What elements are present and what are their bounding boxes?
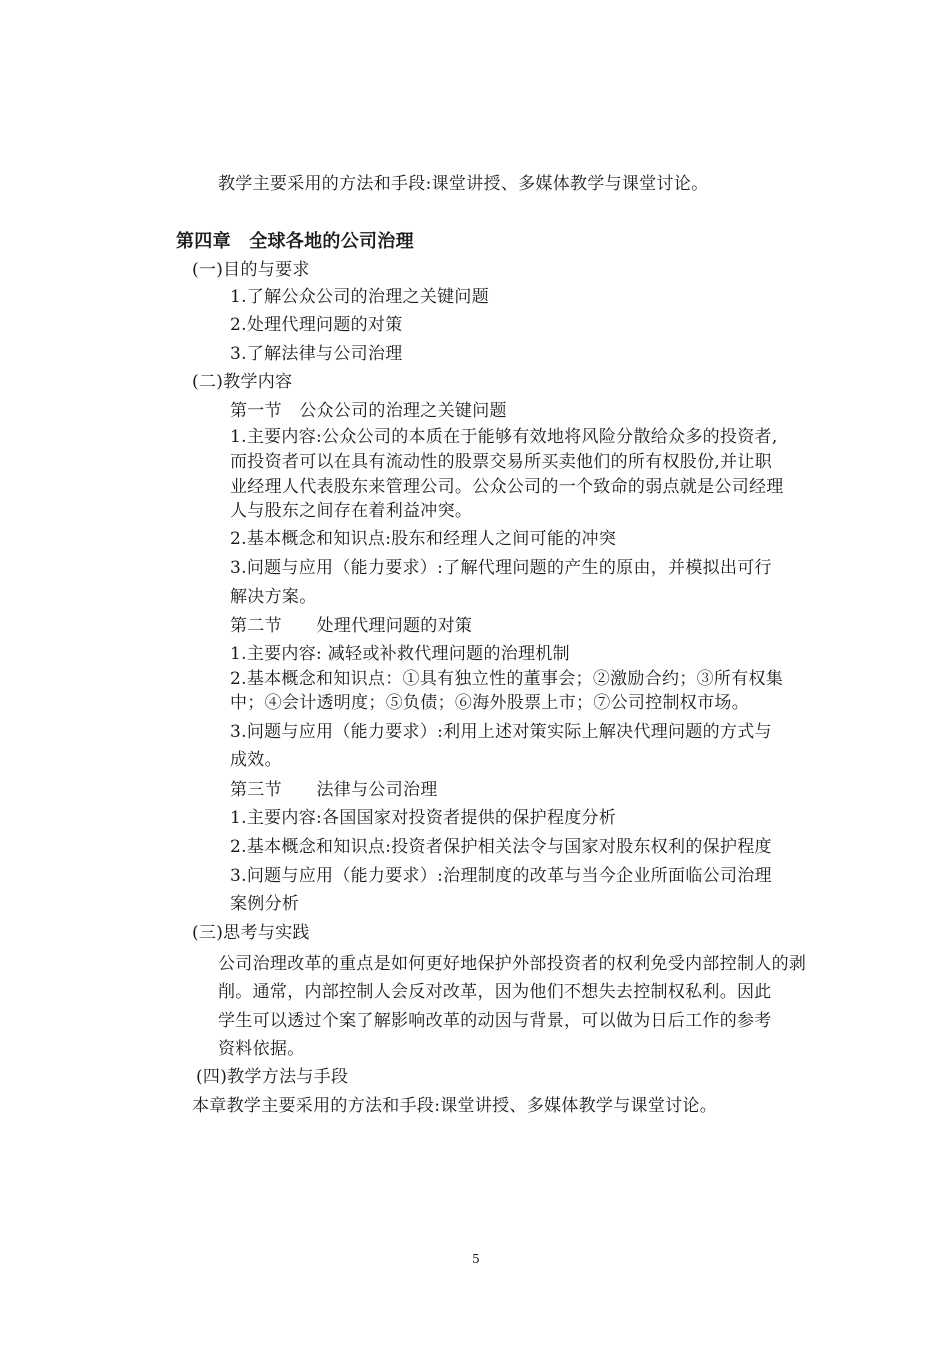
section-title-content: (二)教学内容	[192, 372, 293, 392]
practice-line: 资料依据。	[218, 1039, 305, 1059]
part3-concepts: 2.基本概念和知识点:投资者保护相关法令与国家对股东权利的保护程度	[230, 837, 772, 857]
part3-apply-line: 3.问题与应用（能力要求）:治理制度的改革与当今企业所面临公司治理	[230, 866, 772, 886]
part1-main-line: 而投资者可以在具有流动性的股票交易所买卖他们的所有权股份,并让职	[230, 452, 773, 472]
part2-apply-line: 3.问题与应用（能力要求）:利用上述对策实际上解决代理问题的方式与	[230, 722, 772, 742]
objective-item: 2.处理代理问题的对策	[230, 315, 403, 335]
part2-concepts-line: 中；④会计透明度；⑤负债；⑥海外股票上市；⑦公司控制权市场。	[230, 693, 749, 713]
part2-title: 第二节 处理代理问题的对策	[230, 616, 473, 636]
chapter-title: 第四章 全球各地的公司治理	[176, 231, 414, 252]
practice-line: 学生可以透过个案了解影响改革的动因与背景，可以做为日后工作的参考	[218, 1011, 772, 1031]
part1-main-line: 1.主要内容:公众公司的本质在于能够有效地将风险分散给众多的投资者,	[230, 427, 778, 447]
section-title-methods: (四)教学方法与手段	[196, 1067, 349, 1087]
part3-apply-line: 案例分析	[230, 894, 300, 914]
methods-paragraph: 本章教学主要采用的方法和手段:课堂讲授、多媒体教学与课堂讨论。	[192, 1096, 718, 1116]
part1-concepts: 2.基本概念和知识点:股东和经理人之间可能的冲突	[230, 529, 617, 549]
part1-apply-line: 3.问题与应用（能力要求）:了解代理问题的产生的原由，并模拟出可行	[230, 558, 772, 578]
objective-item: 1.了解公众公司的治理之关键问题	[230, 287, 490, 307]
part2-main: 1.主要内容: 减轻或补救代理问题的治理机制	[230, 644, 570, 664]
part1-title: 第一节 公众公司的治理之关键问题	[230, 401, 507, 421]
practice-line: 削。通常，内部控制人会反对改革，因为他们不想失去控制权私利。因此	[218, 982, 772, 1002]
section-title-practice: (三)思考与实践	[192, 923, 310, 943]
part3-main: 1.主要内容:各国国家对投资者提供的保护程度分析	[230, 808, 617, 828]
practice-line: 公司治理改革的重点是如何更好地保护外部投资者的权利免受内部控制人的剥	[218, 954, 807, 974]
part2-concepts-line: 2.基本概念和知识点：①具有独立性的董事会；②激励合约；③所有权集	[230, 669, 784, 689]
part3-title: 第三节 法律与公司治理	[230, 780, 438, 800]
objective-item: 3.了解法律与公司治理	[230, 344, 403, 364]
part1-apply-line: 解决方案。	[230, 587, 317, 607]
part1-main-line: 人与股东之间存在着利益冲突。	[230, 501, 473, 521]
intro-paragraph: 教学主要采用的方法和手段:课堂讲授、多媒体教学与课堂讨论。	[218, 174, 709, 194]
part2-apply-line: 成效。	[230, 750, 282, 770]
part1-main-line: 业经理人代表股东来管理公司。公众公司的一个致命的弱点就是公司经理	[230, 477, 784, 497]
section-title-objectives: (一)目的与要求	[192, 260, 310, 280]
page-number: 5	[472, 1252, 480, 1266]
